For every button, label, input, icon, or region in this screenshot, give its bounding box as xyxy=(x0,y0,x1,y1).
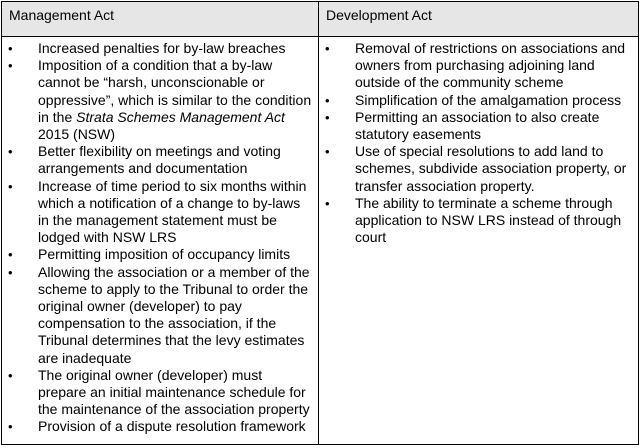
management-act-list xyxy=(2,37,318,436)
list-item-text: Simplification of the amalgamation process xyxy=(355,91,622,108)
bullet-icon: • xyxy=(8,419,13,435)
list-item-text: Better flexibility on meetings and voting arrangements and documentation xyxy=(38,143,281,177)
list-item-text: Removal of restrictions on associations and owners from purchasing adjoining land outside of the community scheme xyxy=(355,40,626,91)
development-act-item xyxy=(319,92,632,109)
list-item-text: Provision of a dispute resolution framework xyxy=(38,418,306,435)
header-row xyxy=(2,2,639,37)
bullet-icon: • xyxy=(8,144,13,160)
bullet-icon: • xyxy=(8,367,13,383)
list-item-text: Allowing the association or a member of the scheme to apply to the Tribunal to order the original owner (developer) to pay compensation to the association, if the Tribunal determines that the levy estimates are inadequate xyxy=(38,263,310,366)
bullet-icon: • xyxy=(325,41,330,56)
list-item-text: Increase of time period to six months within which a notification of a change to by-laws in the management statement must be lodged with NSW LRS xyxy=(38,177,307,246)
management-act-item xyxy=(2,367,312,419)
management-act-item xyxy=(2,178,312,247)
management-act-item xyxy=(2,143,312,177)
management-act-item xyxy=(2,246,312,263)
bullet-icon: • xyxy=(325,92,330,108)
list-item-text: Permitting imposition of occupancy limits xyxy=(38,246,291,263)
development-act-item xyxy=(319,109,632,143)
development-act-list xyxy=(319,37,638,246)
development-act-cell xyxy=(319,37,639,445)
bullet-icon: • xyxy=(8,247,13,263)
management-act-cell xyxy=(2,37,319,445)
bullet-icon: • xyxy=(8,178,13,194)
header-development-act: Development Act xyxy=(319,2,639,37)
list-item-text: Use of special resolutions to add land to schemes, subdivide association property, or transfer association property. xyxy=(355,143,627,194)
bullet-icon: • xyxy=(8,58,13,74)
management-act-item xyxy=(2,264,312,367)
bullet-icon: • xyxy=(8,41,13,56)
development-act-item xyxy=(319,40,632,92)
list-item-text: The original owner (developer) must prepare an initial maintenance schedule for the maintenance of the association property xyxy=(38,366,310,418)
bullet-icon: • xyxy=(325,195,330,211)
list-item-text: 2015 (NSW) xyxy=(38,126,116,143)
list-item-text: The ability to terminate a scheme through application to NSW LRS instead of through court xyxy=(355,194,622,246)
management-act-item xyxy=(2,40,312,57)
development-act-item xyxy=(319,195,632,247)
bullet-icon: • xyxy=(325,109,330,125)
management-act-item xyxy=(2,57,312,143)
management-act-item xyxy=(2,418,312,435)
list-item-text: Imposition of a condition that a by-law cannot be “harsh, unconscionable or oppressive”, which is similar to the condition in the xyxy=(38,57,312,125)
list-item-text: Increased penalties for by-law breaches xyxy=(38,40,286,56)
list-item-text: Permitting an association to also create statutory easements xyxy=(355,108,600,143)
comparison-table xyxy=(1,1,639,445)
development-act-item xyxy=(319,143,632,195)
bullet-icon: • xyxy=(8,264,13,280)
header-management-act: Management Act xyxy=(2,2,319,37)
act-title-italic: Strata Schemes Management Act xyxy=(76,108,285,125)
body-row xyxy=(2,37,639,445)
bullet-icon: • xyxy=(325,144,330,160)
